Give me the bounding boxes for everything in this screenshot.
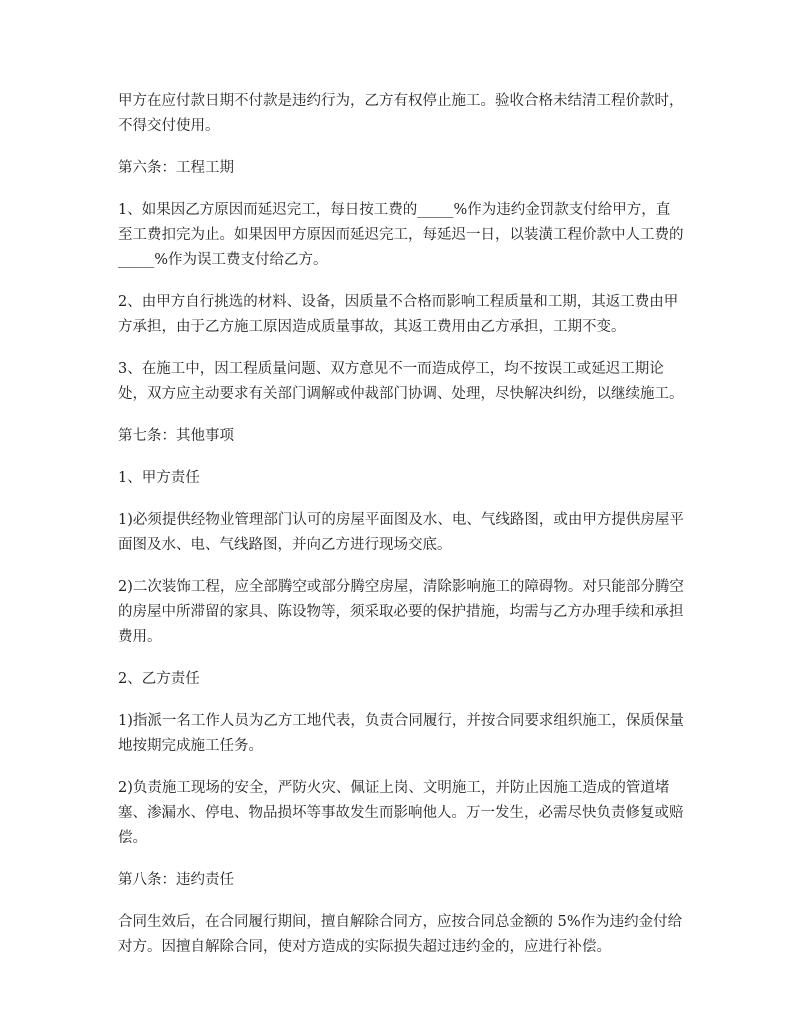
paragraph-payment-default: 甲方在应付款日期不付款是违约行为，乙方有权停止施工。验收合格未结清工程价款时，不得交付使用。 xyxy=(118,93,684,134)
paragraph-party-a-1: 1)必须提供经物业管理部门认可的房屋平面图及水、电、气线路图，或由甲方提供房屋平面图及水、电、气线路图，并向乙方进行现场交底。 xyxy=(118,512,684,553)
document-body xyxy=(118,89,684,977)
paragraph-party-b-1: 1)指派一名工作人员为乙方工地代表，负责合同履行，并按合同要求组织施工，保质保量地按期完成施工任务。 xyxy=(118,713,684,754)
paragraph-party-a-2: 2)二次装饰工程，应全部腾空或部分腾空房屋，清除影响施工的障碍物。对只能部分腾空的房屋中所滞留的家具、陈设物等，须采取必要的保护措施，均需与乙方办理手续和承担费用。 xyxy=(118,579,684,645)
subheading-party-b: 2、乙方责任 xyxy=(118,671,200,687)
heading-article-6: 第六条：工程工期 xyxy=(118,160,234,176)
paragraph-6-1: 1、如果因乙方原因而延迟完工，每日按工费的_____%作为违约金罚款支付给甲方，直至工费扣完为止。如果因甲方原因而延迟完工，每延迟一日，以装潢工程价款中人工费的_____%作为误工费支付给乙方。 xyxy=(118,202,684,268)
paragraph-party-b-2: 2)负责施工现场的安全，严防火灾、佩证上岗、文明施工，并防止因施工造成的管道堵塞、渗漏水、停电、物品损坏等事故发生而影响他人。万一发生，必需尽快负责修复或赔偿。 xyxy=(118,780,684,846)
paragraph-6-3: 3、在施工中，因工程质量问题、双方意见不一而造成停工，均不按误工或延迟工期论处，双方应主动要求有关部门调解或仲裁部门协调、处理，尽快解决纠纷，以继续施工。 xyxy=(118,361,684,402)
paragraph-8-breach: 合同生效后，在合同履行期间，擅自解除合同方，应按合同总金额的 5%作为违约金付给对方。因擅自解除合同，使对方造成的实际损失超过违约金的，应进行补偿。 xyxy=(118,914,683,955)
subheading-party-a: 1、甲方责任 xyxy=(118,470,200,486)
paragraph-6-2: 2、由甲方自行挑选的材料、设备，因质量不合格而影响工程质量和工期，其返工费由甲方承担，由于乙方施工原因造成质量事故，其返工费用由乙方承担，工期不变。 xyxy=(118,294,679,335)
heading-article-8: 第八条：违约责任 xyxy=(118,872,234,888)
heading-article-7: 第七条：其他事项 xyxy=(118,428,234,444)
